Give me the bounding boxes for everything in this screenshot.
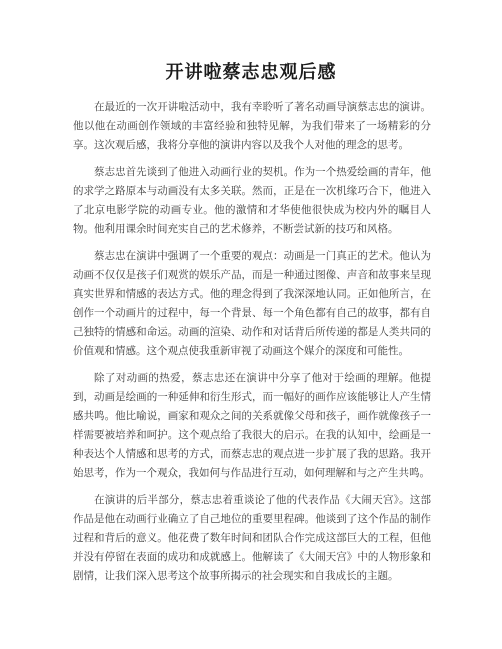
paragraph-3: 蔡志忠在演讲中强调了一个重要的观点：动画是一门真正的艺术。他认为动画不仅仅是孩子们观赏的娱乐产品，而是一种通过图像、声音和故事来呈现真实世界和情感的表达方式。他的理念得到了我深深地认同。正如他所言，在创作一个动画片的过程中，每一个背景、每一个角色都有自己的故事，都有自己独特的情感和命运。动画的渲染、动作和对话背后所传递的都是人类共同的价值观和情感。这个观点使我重新审视了动画这个媒介的深度和可能性。 [73, 250, 431, 357]
paragraph-2: 蔡志忠首先谈到了他进入动画行业的契机。作为一个热爱绘画的青年，他的求学之路原本与动画没有太多关联。然而，正是在一次机缘巧合下，他进入了北京电影学院的动画专业。他的激情和才华使他很快成为校内外的瞩目人物。他利用课余时间充实自己的艺术修养，不断尝试新的技巧和风格。 [73, 166, 431, 235]
document-body [73, 98, 431, 594]
paragraph-1: 在最近的一次开讲啦活动中，我有幸聆听了著名动画导演蔡志忠的演讲。他以他在动画创作领域的丰富经验和独特见解，为我们带来了一场精彩的分享。这次观后感，我将分享他的演讲内容以及我个人对他的理念的思考。 [73, 101, 431, 151]
page-title: 开讲啦蔡志忠观后感 [165, 62, 337, 83]
paragraph-5: 在演讲的后半部分，蔡志忠着重谈论了他的代表作品《大闹天宫》。这部作品是他在动画行业确立了自己地位的重要里程碑。他谈到了这个作品的制作过程和背后的意义。他花费了数年时间和团队合作完成这部巨大的工程，但他并没有停留在表面的成功和成就感上。他解读了《大闹天宫》中的人物形象和剧情，让我们深入思考这个故事所揭示的社会现实和自我成长的主题。 [73, 494, 431, 582]
paragraph-4: 除了对动画的热爱，蔡志忠还在演讲中分享了他对于绘画的理解。他提到，动画是绘画的一种延伸和衍生形式，而一幅好的画作应该能够让人产生情感共鸣。他比喻说，画家和观众之间的关系就像父母和孩子，画作就像孩子一样需要被培养和呵护。这个观点给了我很大的启示。在我的认知中，绘画是一种表达个人情感和思考的方式，而蔡志忠的观点进一步扩展了我的思路。我开始思考，作为一个观众，我如何与作品进行互动，如何理解和与之产生共鸣。 [73, 372, 431, 479]
